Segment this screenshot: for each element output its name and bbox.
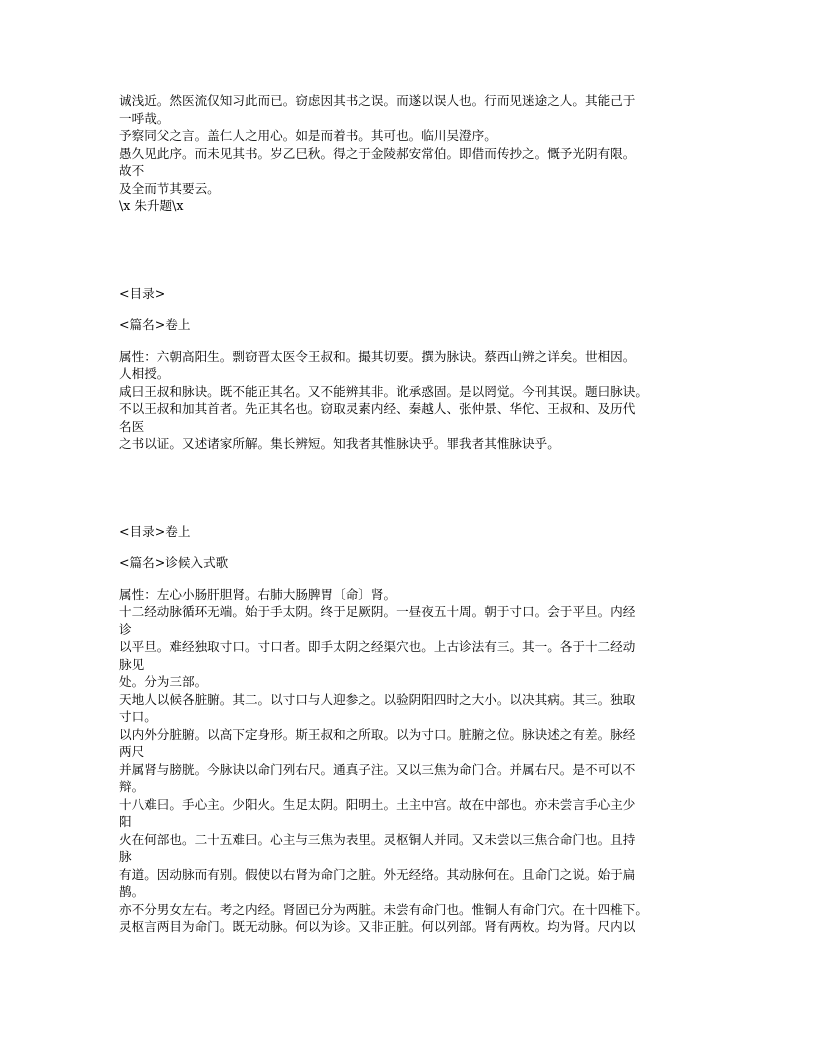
text-line: 鹊。 [119,884,145,899]
text-line: 脉见 [119,656,145,672]
text-line: 之书以证。又述诸家所解。集长辨短。知我者其惟脉诀乎。罪我者其惟脉诀乎。 [119,436,560,451]
section-gap [119,453,701,523]
text-line: 有道。因动脉而有别。假使以右肾为命门之脏。外无经络。其动脉何在。且命门之说。始于扁 [119,866,636,882]
text-line: 诊 [119,621,132,637]
text-line: 并属肾与膀胱。今脉诀以命门列右尺。通真子注。又以三焦为命门合。并属右尺。是不可以不 [119,761,636,777]
chapter-heading: <篇名>卷上 [119,317,191,332]
text-line: 故不 [119,163,145,178]
text-line: 予察同父之言。盖仁人之用心。如是而着书。其可也。临川吴澄序。 [119,128,497,143]
text-line: 属性：六朝高阳生。剽窃晋太医令王叔和。撮其切要。撰为脉诀。蔡西山辨之详矣。世相因。 [119,348,636,364]
section-gap [119,215,701,285]
text-line: 阳 [119,814,132,829]
text-line: 人相授。 [119,366,170,381]
section-gap [119,334,701,348]
text-line: 处。分为三部。 [119,674,208,689]
signature-line: \x 朱升题\x [119,198,184,213]
text-line: 寸口。 [119,709,157,724]
text-line: 火在何部也。二十五难曰。心主与三焦为表里。灵枢铜人并同。又未尝以三焦合命门也。且持 [119,831,636,847]
text-line: 十二经动脉循环无端。始于手太阴。终于足厥阴。一昼夜五十周。朝于寸口。会于平旦。内经 [119,604,636,619]
text-line: 以平旦。难经独取寸口。寸口者。即手太阴之经渠穴也。上古诊法有三。其一。各于十二经动 [119,639,636,654]
text-line: 名医 [119,418,145,434]
text-line: 十八难曰。手心主。少阳火。生足太阴。阳明土。土主中宫。故在中部也。亦未尝言手心主少 [119,796,636,812]
text-line: 两尺 [119,744,145,759]
toc-heading: <目录>卷上 [119,523,191,539]
text-line: 以内外分脏腑。以高下定身形。斯王叔和之所取。以为寸口。脏腑之位。脉诀述之有差。脉经 [119,726,636,742]
document-page [119,92,701,936]
text-line: 辩。 [119,779,145,794]
text-line: 脉 [119,849,132,864]
diagnosis-section [119,586,701,936]
section-gap [119,572,701,586]
text-line: 及全而节其要云。 [119,180,220,196]
text-line: 一呼哉。 [119,110,170,126]
chapter-heading: <篇名>诊候入式歌 [119,555,229,570]
volume-intro-section [119,348,701,453]
text-line: 不以王叔和加其首者。先正其名也。窃取灵素内经、秦越人、张仲景、华佗、王叔和、及历代 [119,401,636,416]
text-line: 亦不分男女左右。考之内经。肾固已分为两脏。未尝有命门也。惟铜人有命门穴。在十四椎下。 [119,901,648,917]
section-gap [119,302,701,316]
section-gap [119,540,701,554]
toc-heading: <目录> [119,285,166,301]
text-line: 愚久见此序。而未见其书。岁乙巳秋。得之于金陵郝安常伯。即借而传抄之。慨予光阴有限。 [119,145,636,161]
text-line: 咸曰王叔和脉诀。既不能正其名。又不能辨其非。讹承惑固。是以罔觉。今刊其误。题曰脉诀。 [119,383,648,399]
text-line: 天地人以候各脏腑。其二。以寸口与人迎参之。以验阴阳四时之大小。以决其病。其三。独取 [119,691,636,707]
text-line: 属性：左心小肠肝胆肾。右肺大肠脾胃〔命〕肾。 [119,586,397,602]
text-line: 诚浅近。然医流仅知习此而已。窃虑因其书之误。而遂以误人也。行而见迷途之人。其能己于 [119,93,636,108]
text-line: 灵枢言两目为命门。既无动脉。何以为诊。又非正脏。何以列部。肾有两枚。均为肾。尺内以 [119,919,636,934]
preface-section [119,92,701,215]
